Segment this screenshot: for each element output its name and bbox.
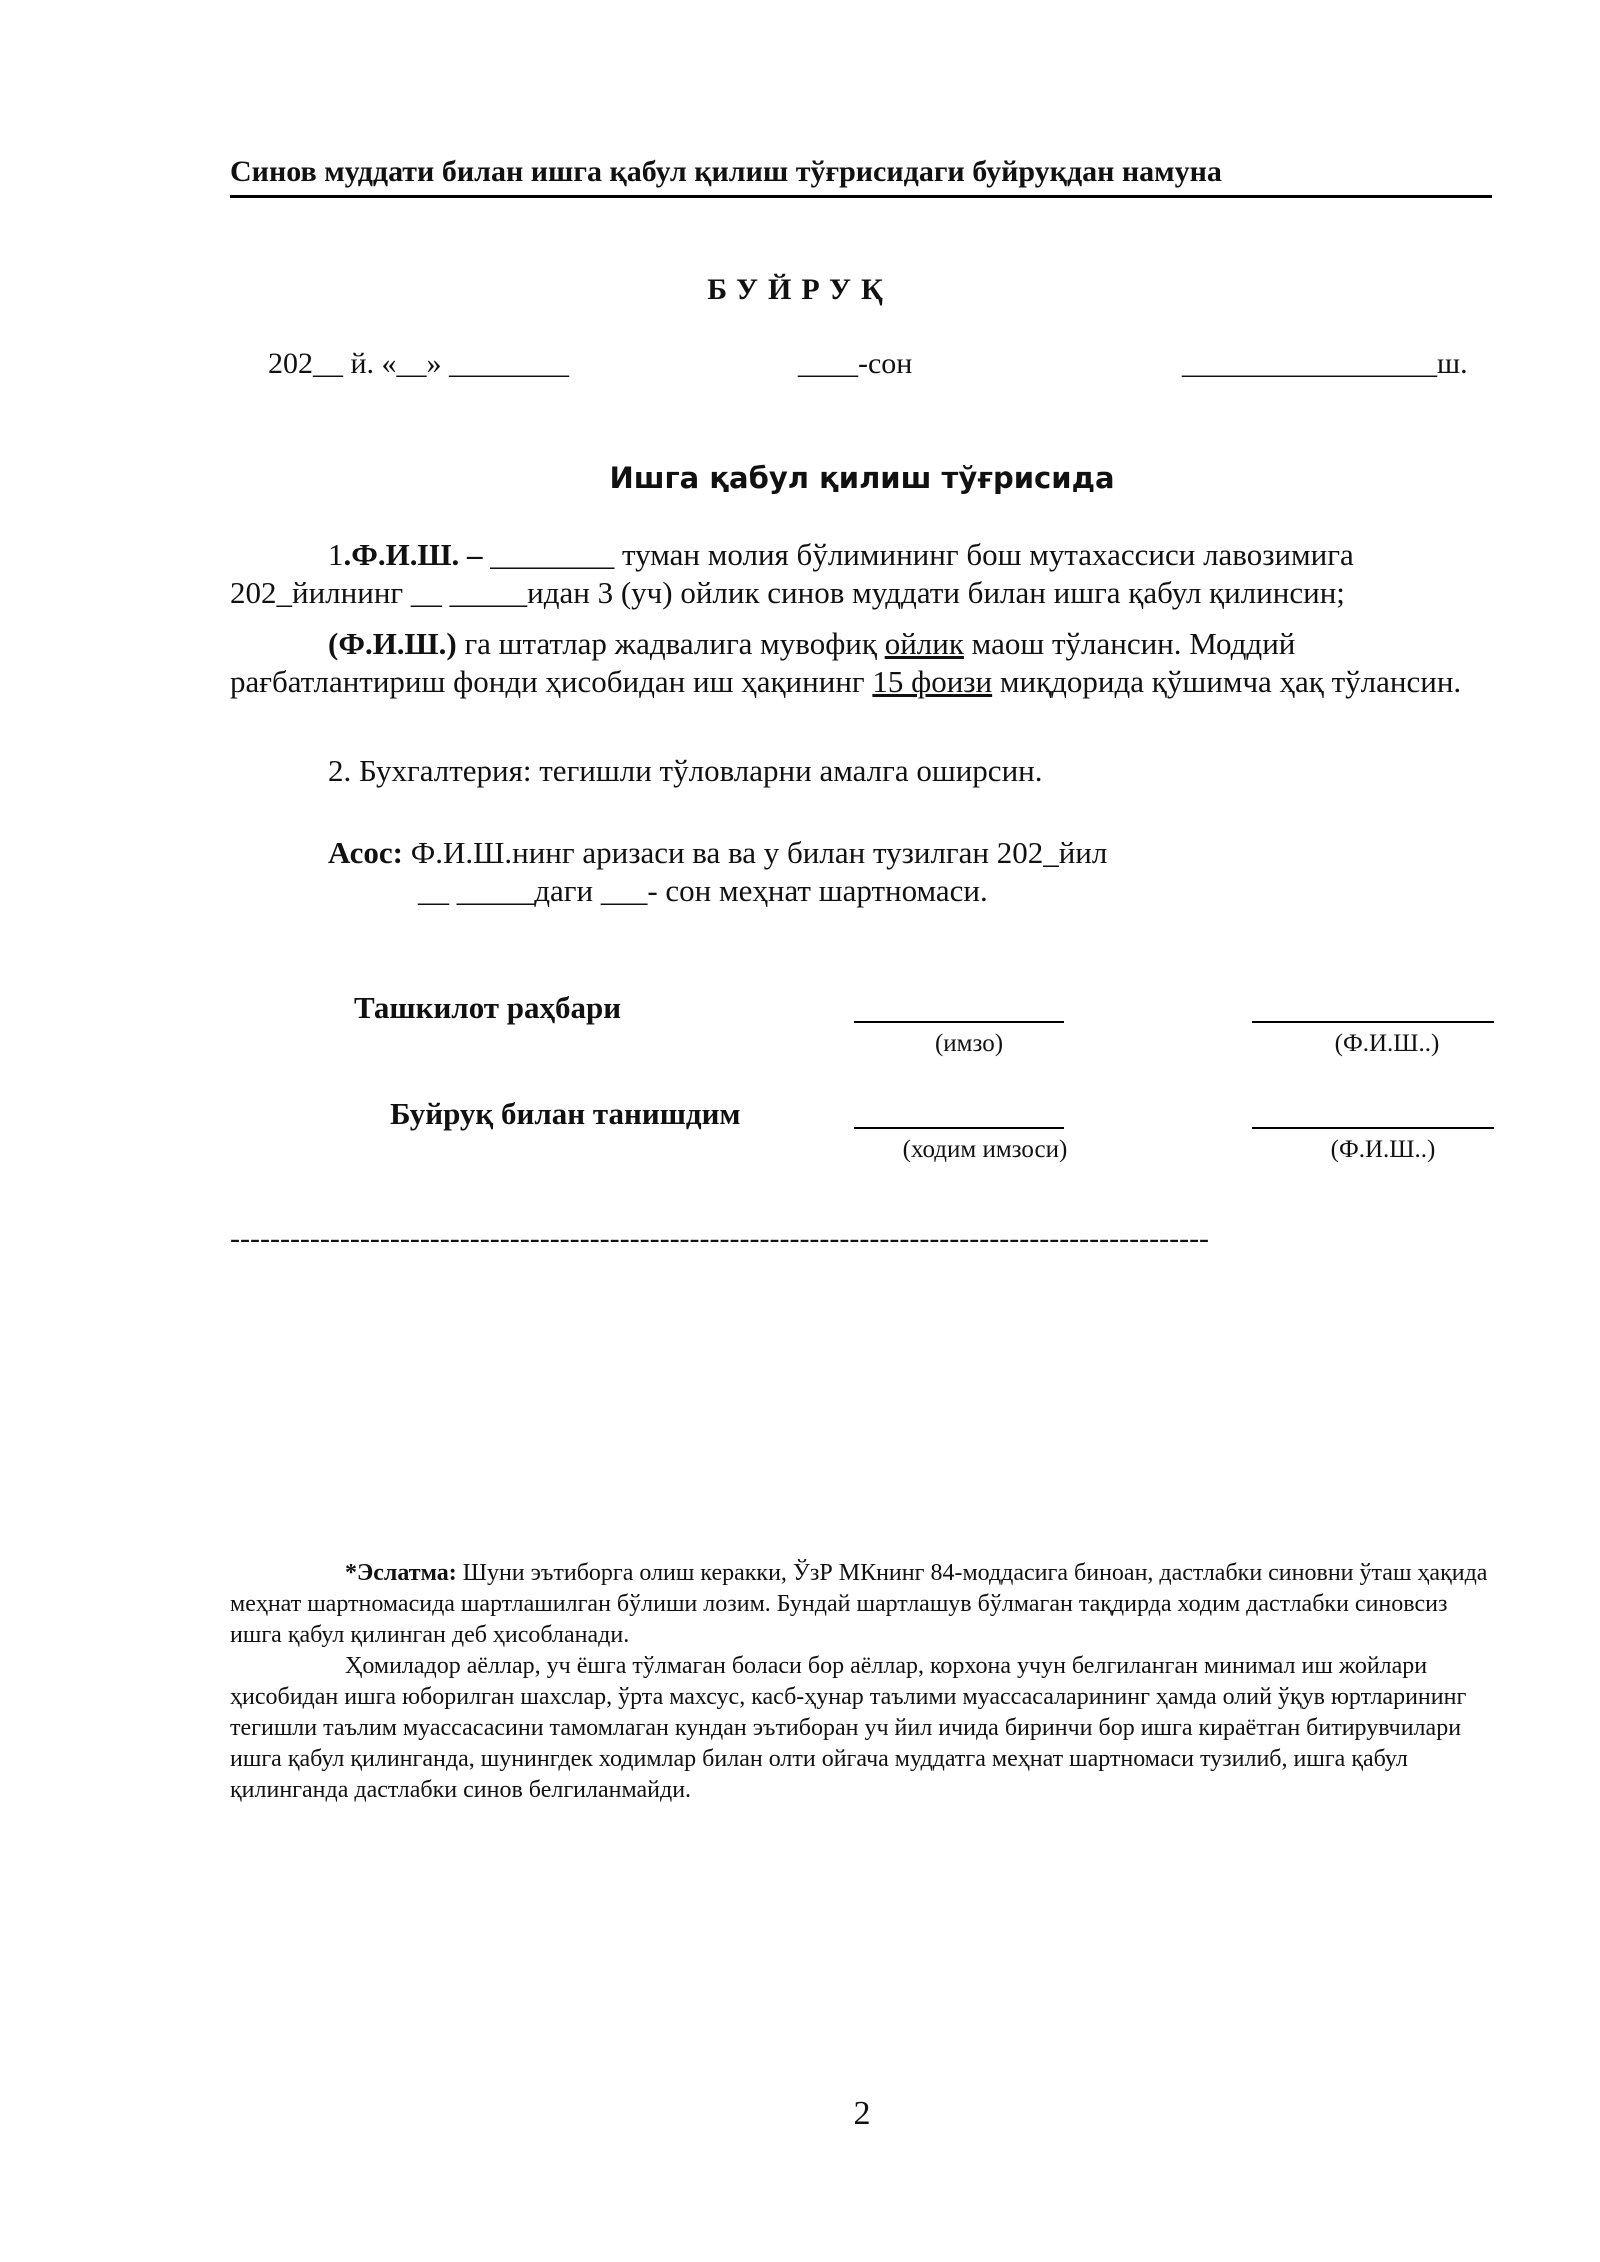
ack-label: Буйруқ билан танишдим [390, 1096, 741, 1131]
ack-sign-caption: (ходим имзоси) [902, 1136, 1068, 1163]
note-block [230, 1558, 1492, 1806]
basis-line-1: Ф.И.Ш.нинг аризаси ва ва у билан тузилган 202_йил [402, 835, 1108, 870]
head-name-caption: (Ф.И.Ш..) [1334, 1030, 1440, 1057]
separator-line: -------------------------------------------------------------------------------------------------- [230, 1222, 1210, 1255]
p3-text: 2. Бухгалтерия: тегишли тўловларни амалга оширсин. [328, 753, 1043, 788]
p2-name: (Ф.И.Ш.) [328, 626, 457, 661]
p2-text-c: миқдорида қўшимча ҳақ тўлансин. [992, 664, 1462, 699]
ack-sign-line [854, 1127, 1064, 1129]
head-sign-line [854, 1021, 1064, 1023]
order-subject: Ишга қабул қилиш тўғрисида [609, 461, 1115, 495]
page-number: 2 [853, 2095, 871, 2132]
p2-underline-percent: 15 фоизи [872, 664, 993, 699]
head-sign-caption: (имзо) [934, 1030, 1004, 1057]
order-title: БУЙРУҚ [707, 273, 893, 306]
ack-name-line [1252, 1127, 1494, 1129]
order-city: _________________ш. [1182, 347, 1468, 380]
p1-number: 1 [328, 537, 344, 572]
note-label: *Эслатма: [345, 1560, 457, 1586]
p2-underline-monthly: ойлик [884, 626, 964, 661]
order-number: ____-сон [798, 347, 913, 380]
note-text-1: Шуни эътиборга олиш керакки, ЎзР МКнинг 84-моддасига биноан, дастлабки синовни ўташ ҳақида меҳнат шартномасида шартлашилган бўлиши лозим. Бундай шартлашув бўлмаган тақдирда ходим дастлабки синовсиз ишга қабул қилинган деб ҳисобланади. [230, 1560, 1488, 1648]
head-name-line [1252, 1021, 1494, 1023]
p2-text-a: га штатлар жадвалига мувофиқ [456, 626, 885, 661]
paragraph-1 [230, 536, 1492, 612]
basis-line-2: __ _____даги ___- сон меҳнат шартномаси. [418, 873, 988, 908]
order-date: 202__ й. «__» ________ [268, 347, 570, 380]
basis-label: Асос: [328, 835, 403, 870]
paragraph-salary [230, 625, 1492, 701]
p1-text: ________ туман молия бўлимининг бош мутахассиси лавозимига 202_йилнинг __ _____идан 3 (уч) ойлик синов муддати билан ишга қабул қилинсин; [230, 537, 1354, 610]
note-text-2: Ҳомиладор аёллар, уч ёшга тўлмаган боласи бор аёллар, корхона учун белгиланган минимал иш жойлари ҳисобидан ишга юборилган шахслар, ўрта махсус, касб-ҳунар таълими муассасаларининг ҳамда олий ўқув юртларининг тегишли таълим муассасасини тамомлаган кундан эътиборан уч йил ичида биринчи бор ишга кираётган битирувчилари ишга қабул қилинганда, шунингдек ходимлар билан олти ойгача муддатга меҳнат шартномаси тузилиб, ишга қабул қилинганда дастлабки синов белгиланмайди. [230, 1653, 1467, 1803]
basis-block [230, 834, 1492, 910]
p1-name: .Ф.И.Ш. – [343, 537, 483, 572]
paragraph-2 [230, 752, 1492, 790]
document-header: Синов муддати билан ишга қабул қилиш тўғрисидаги буйруқдан намуна [230, 155, 1492, 198]
p2-text-b: маош тўлансин. Моддий рағбатлантириш фонди ҳисобидан иш ҳақининг [230, 626, 1296, 699]
head-label: Ташкилот раҳбари [354, 990, 622, 1025]
ack-name-caption: (Ф.И.Ш..) [1330, 1136, 1436, 1163]
